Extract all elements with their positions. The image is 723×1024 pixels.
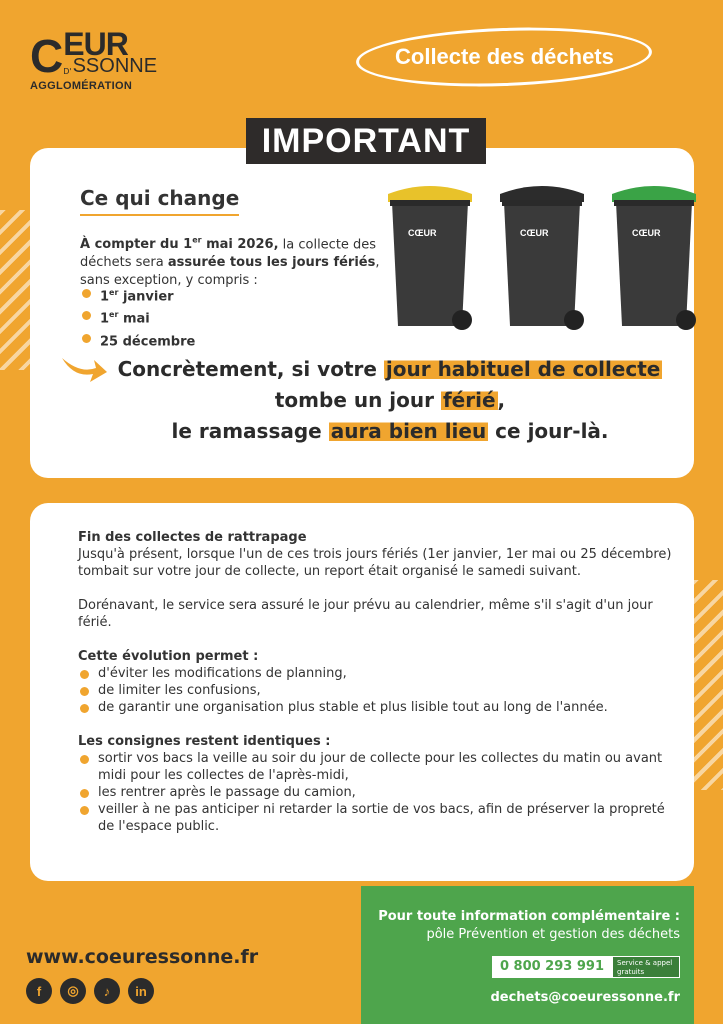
list-item: d'éviter les modifications de planning, xyxy=(78,665,678,682)
wheelie-bins-illustration xyxy=(382,176,712,346)
changes-intro: À compter du 1er mai 2026, la collecte des déchets sera assurée tous les jours fériés, sans exception, y compris : xyxy=(80,236,380,289)
holiday-list xyxy=(80,284,195,351)
benefits-list xyxy=(78,665,678,716)
wheelie-bin-icon xyxy=(494,176,590,342)
coeur-essonne-logo xyxy=(30,26,190,110)
details-heading-1: Fin des collectes de rattrapage xyxy=(78,530,307,545)
list-item: sortir vos bacs la veille au soir du jour de collecte pour les collectes du matin ou avant midi pour les collectes de l'après-midi, xyxy=(78,750,678,784)
changes-card xyxy=(30,148,694,478)
logo-agglomeration: AGGLOMÉRATION xyxy=(30,80,133,92)
list-item: les rentrer après le passage du camion, xyxy=(78,784,678,801)
details-paragraph-2: Dorénavant, le service sera assuré le jour prévu au calendrier, même s'il s'agit d'un jour férié. xyxy=(78,598,653,630)
wheelie-bin-icon xyxy=(606,176,702,342)
list-item: 1er mai xyxy=(80,306,195,328)
svg-text:CŒUR: CŒUR xyxy=(520,228,549,238)
tiktok-icon[interactable]: ♪ xyxy=(94,978,120,1004)
header-badge xyxy=(355,23,653,91)
header-title: Collecte des déchets xyxy=(394,44,614,69)
punchline-line-2: tombe un jour férié , xyxy=(274,388,506,412)
list-item: de limiter les confusions, xyxy=(78,682,678,699)
decorative-stripes-right xyxy=(693,580,723,790)
details-heading-3: Les consignes restent identiques : xyxy=(78,734,331,749)
svg-text:CŒUR: CŒUR xyxy=(632,228,661,238)
phone-free-tag: Service & appel gratuits xyxy=(612,956,680,978)
intro-lead: À compter du 1er mai 2026, xyxy=(80,236,279,253)
info-subtitle: pôle Prévention et gestion des déchets xyxy=(426,927,680,942)
decorative-stripes-left xyxy=(0,210,34,370)
social-links xyxy=(26,978,154,1004)
list-item: 1er janvier xyxy=(80,284,195,306)
email-link[interactable]: dechets@coeuressonne.fr xyxy=(490,990,680,1005)
list-item: veiller à ne pas anticiper ni retarder la sortie de vos bacs, afin de préserver la propreté de l'espace public. xyxy=(78,801,678,835)
instructions-list xyxy=(78,750,678,835)
details-card xyxy=(30,503,694,881)
punchline xyxy=(90,354,690,447)
wheelie-bin-icon xyxy=(382,176,478,342)
list-item: 25 décembre xyxy=(80,329,195,351)
contact-info-box xyxy=(361,886,694,1024)
list-item: de garantir une organisation plus stable et plus lisible tout au long de l'année. xyxy=(78,699,678,716)
website-link[interactable]: www.coeuressonne.fr xyxy=(26,946,259,968)
svg-text:CŒUR: CŒUR xyxy=(408,228,437,238)
logo-c: C xyxy=(30,30,62,82)
important-banner: IMPORTANT xyxy=(246,118,486,164)
info-title: Pour toute information complémentaire : xyxy=(378,909,680,924)
phone-row xyxy=(375,956,680,980)
punchline-line-1: Concrètement, si votre jour habituel de collecte xyxy=(117,357,661,381)
details-paragraph-1: Jusqu'à présent, lorsque l'un de ces trois jours fériés (1er janvier, 1er mai ou 25 décembre) tombait sur votre jour de collecte, un report était organisé le samedi suivant. xyxy=(78,547,672,579)
logo-eur: EUR xyxy=(63,26,128,62)
punchline-line-3: le ramassage aura bien lieu ce jour-là. xyxy=(171,419,609,443)
facebook-icon[interactable]: f xyxy=(26,978,52,1004)
phone-number[interactable]: 0 800 293 991 xyxy=(492,956,612,978)
changes-title: Ce qui change xyxy=(80,186,239,216)
logo-essonne: SSONNE xyxy=(72,55,158,77)
instagram-icon[interactable]: ◎ xyxy=(60,978,86,1004)
details-heading-2: Cette évolution permet : xyxy=(78,649,259,664)
logo-d: D' xyxy=(63,67,72,76)
linkedin-icon[interactable]: in xyxy=(128,978,154,1004)
